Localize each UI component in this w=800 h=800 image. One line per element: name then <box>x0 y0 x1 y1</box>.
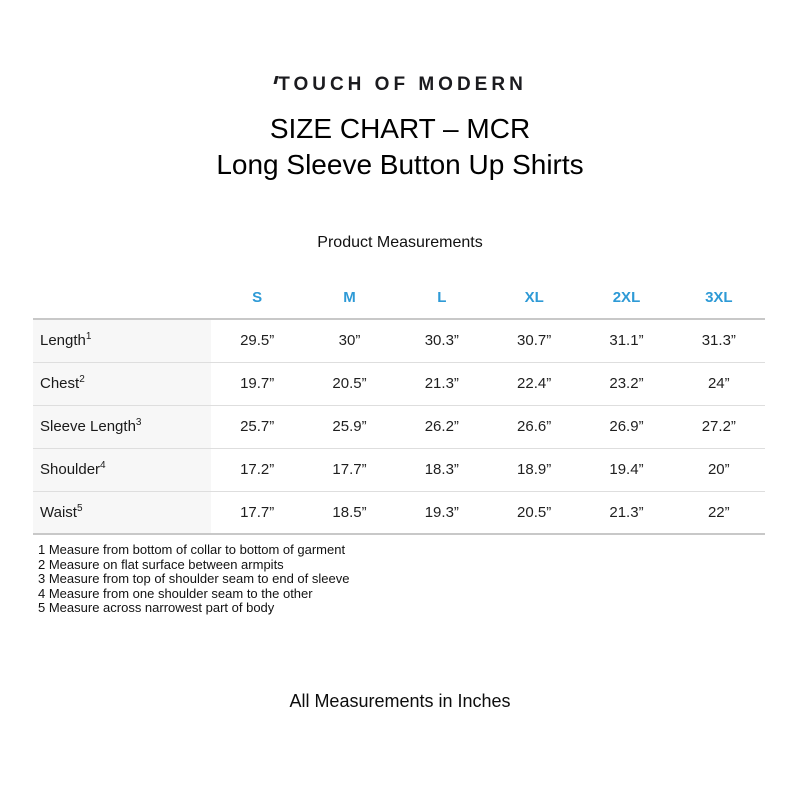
size-header-cell: L <box>437 289 447 306</box>
measurement-cell: 25.9” <box>332 418 367 435</box>
measurement-cell: 25.7” <box>240 418 275 435</box>
row-label: Length$^1$ <box>33 319 211 362</box>
measurement-cell: 26.2” <box>424 418 459 435</box>
size-header-cell: 3XL <box>705 289 733 306</box>
measurement-cell: 19.7” <box>240 375 275 392</box>
measurement-cell: 30” <box>338 332 361 350</box>
footnote-ref: 3 <box>135 417 142 428</box>
table-row <box>33 362 765 405</box>
footnote-ref: 4 <box>100 460 106 471</box>
measurement-cell: 27.2” <box>701 418 736 435</box>
measurement-cell: 18.5” <box>332 503 367 521</box>
footnotes <box>38 543 349 616</box>
size-header-corner <box>33 277 211 319</box>
footnote-line: 1 Measure from bottom of collar to bottom of garment <box>38 542 346 557</box>
measurement-cell: 17.2” <box>240 461 275 478</box>
table-caption: Product Measurements <box>317 234 483 251</box>
measurement-cell: 17.7” <box>240 503 275 521</box>
table-row <box>33 319 765 362</box>
measurement-cell: 24” <box>707 375 730 392</box>
measurement-cell: 22.4” <box>517 375 552 392</box>
measurement-cell: 31.3” <box>701 332 736 350</box>
page-title-line2: Long Sleeve Button Up Shirts <box>216 149 584 180</box>
footer-note: All Measurements in Inches <box>289 691 511 711</box>
size-header-cell: XL <box>524 289 544 306</box>
measurement-cell: 19.3” <box>424 503 459 521</box>
footnote-line: 5 Measure across narrowest part of body <box>38 600 275 616</box>
footnote-line: 4 Measure from one shoulder seam to the other <box>38 585 313 601</box>
measurement-cell: 30.3” <box>424 332 459 350</box>
measurement-cell: 21.3” <box>609 503 644 521</box>
size-chart-table <box>33 277 765 535</box>
size-header-row <box>33 277 765 319</box>
footnote-line: 3 Measure from top of shoulder seam to end of sleeve <box>38 571 350 587</box>
measurement-cell: 31.1” <box>609 332 644 350</box>
footnote-ref: 5 <box>76 502 83 514</box>
measurement-cell: 26.6” <box>517 418 552 435</box>
table-row <box>33 405 765 448</box>
page-title-line1: SIZE CHART – MCR <box>269 113 531 144</box>
measurement-cell: 17.7” <box>332 461 367 478</box>
size-header-cell: 2XL <box>612 289 641 306</box>
measurement-cell: 23.2” <box>609 375 644 392</box>
measurement-cell: 29.5” <box>240 332 275 350</box>
brand-logo-text: TOUCH OF MODERN <box>278 74 527 95</box>
measurement-cell: 30.7” <box>517 332 552 350</box>
row-label: Chest$^2$ <box>33 362 211 405</box>
size-header-cell: S <box>252 289 263 306</box>
measurement-cell: 18.3” <box>424 461 459 478</box>
measurement-cell: 21.3” <box>424 375 459 392</box>
measurement-cell: 26.9” <box>609 418 644 435</box>
footnote-ref: 2 <box>79 374 85 385</box>
brand-logo <box>0 74 800 96</box>
measurement-cell: 20” <box>707 461 730 478</box>
row-label: Shoulder$^4$ <box>33 448 211 491</box>
footnote-ref: 1 <box>85 331 92 343</box>
measurement-cell: 20.5” <box>517 503 552 521</box>
table-row <box>33 491 765 534</box>
size-header-cell: M <box>343 289 356 306</box>
table-row <box>33 448 765 491</box>
footnote-line: 2 Measure on flat surface between armpits <box>38 556 284 572</box>
measurement-cell: 19.4” <box>609 461 644 478</box>
row-label: Waist$^5$ <box>33 491 211 534</box>
measurement-cell: 22” <box>707 503 730 521</box>
measurement-cell: 18.9” <box>517 461 552 478</box>
row-label: Sleeve Length$^3$ <box>33 405 211 448</box>
page-title <box>0 111 800 183</box>
measurement-cell: 20.5” <box>332 375 367 392</box>
